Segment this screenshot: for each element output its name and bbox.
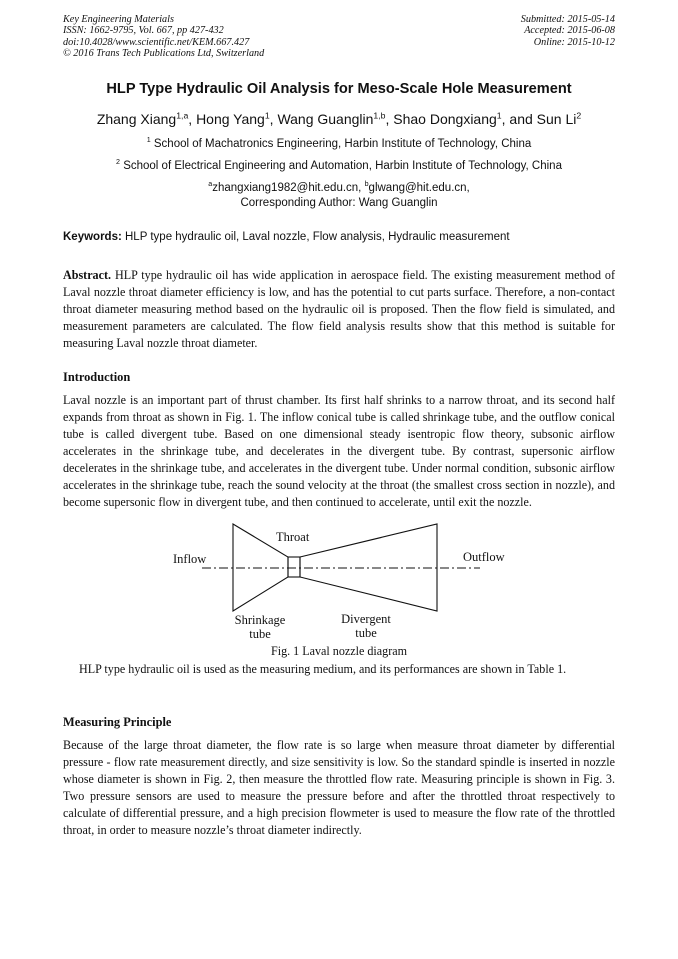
author-separator: , and <box>501 111 537 127</box>
date-online: Online: 2015-10-12 <box>533 36 615 48</box>
abstract-label: Abstract. <box>63 268 112 282</box>
affiliation-sup: 1 <box>146 136 151 145</box>
affiliation-1 <box>0 138 678 150</box>
introduction-text: Laval nozzle is an important part of thrust chamber. Its first half shrinks to a narrow throat, and its second half expands from throat as shown in Fig. 1. The inflow conical tube is called shrinkage tube, and the outflow conical tube is called divergent tube. Based on one dimensional steady isentropic flow theory, subsonic airflow accelerates in the shrinkage tube, and decelerates in the divergent tube. By contrast, supersonic airflow decelerates in the shrinkage tube, and accelerates in the divergent tube. Under normal condition, subsonic airflow accelerates in the shrinkage tube, reach the sound velocity at the throat (the smallest cross section in nozzle), and become supersonic flow in divergent tube, and then continued to accelerate, until exit the nozzle. <box>63 393 615 509</box>
email-sup-b: b <box>364 180 369 189</box>
outflow-label: Outflow <box>463 550 505 564</box>
throat-rect <box>288 557 300 577</box>
author-sup: 1,b <box>373 110 386 121</box>
affiliation-2 <box>0 160 678 172</box>
measuring-principle-text: Because of the large throat diameter, the flow rate is so large when measure throat diameter by differential pressure - flow rate measurement directly, and size sensitivity is low. So the standard spindle is inserted in nozzle whose diameter is shown in Fig. 2, then measure the throttled flow rate. Measuring principle is shown in Fig. 3. Two pressure sensors are used to measure the pressure before and after the throttled throat respectively to calculate of differential pressure, and a high precision flowmeter is used to measure the flow rate of the throttled throat, in order to measure nozzle’s throat diameter indirectly. <box>63 738 615 837</box>
shrinkage-tube-label <box>230 613 290 641</box>
journal-name: Key Engineering Materials <box>63 14 174 25</box>
divergent-tube-label <box>336 612 396 640</box>
shrinkage-label-line: Shrinkage <box>234 613 286 627</box>
author-name: Zhang Xiang <box>96 111 177 127</box>
figure-caption: Fig. 1 Laval nozzle diagram <box>270 644 407 658</box>
date-accepted: Accepted: 2015-06-08 <box>524 25 615 37</box>
abstract <box>63 267 615 352</box>
divergent-label-line: Divergent <box>341 612 391 626</box>
inflow-label: Inflow <box>173 552 207 566</box>
section-heading-measuring-principle: Measuring Principle <box>63 715 172 729</box>
journal-doi: doi:10.4028/www.scientific.net/KEM.667.427 <box>63 36 250 48</box>
email-a[interactable]: zhangxiang1982@hit.edu.cn, <box>212 182 365 194</box>
publication-dates <box>521 14 615 48</box>
author-name: Shao Dongxiang <box>393 111 497 127</box>
author-sup: 2 <box>576 110 582 121</box>
author-separator: , <box>385 111 394 127</box>
author-separator: , <box>188 111 197 127</box>
author-name: Wang Guanglin <box>277 111 374 127</box>
author-name: Hong Yang <box>196 111 265 127</box>
email-sup-a: a <box>208 180 213 189</box>
email-b[interactable]: glwang@hit.edu.cn, <box>368 182 470 194</box>
keywords <box>63 231 615 243</box>
section-heading-introduction: Introduction <box>63 370 131 384</box>
affiliation-sup: 2 <box>116 158 120 167</box>
shrinkage-label-line: tube <box>249 627 271 641</box>
author-list <box>0 111 678 127</box>
affiliation-text: School of Machatronics Engineering, Harbin Institute of Technology, China <box>153 138 532 150</box>
author-sup: 1 <box>264 110 270 121</box>
author-sup: 1,a <box>176 110 189 121</box>
laval-nozzle-diagram <box>150 515 530 647</box>
author-sup: 1 <box>496 110 502 121</box>
abstract-text: HLP type hydraulic oil has wide application in aerospace field. The existing measurement method of Laval nozzle throat diameter efficiency is low, and has the potential to cut parts surface. Therefore, a non-contact throat diameter measuring method based on the hydraulic oil is proposed. Then the flow field is simulated, and measurement parameters are calculated. The flow field analysis results show that this method is suitable for measuring Laval nozzle throat diameter. <box>63 268 615 350</box>
throat-label: Throat <box>276 530 310 544</box>
contact-emails <box>0 181 678 211</box>
author-name: Sun Li <box>536 111 577 127</box>
divergent-label-line: tube <box>355 626 377 640</box>
keywords-text: HLP type hydraulic oil, Laval nozzle, Flow analysis, Hydraulic measurement <box>121 231 510 243</box>
corresponding-author: Corresponding Author: Wang Guanglin <box>240 197 438 209</box>
affiliation-text: School of Electrical Engineering and Automation, Harbin Institute of Technology, China <box>123 160 562 172</box>
journal-issn: ISSN: 1662-9795, Vol. 667, pp 427-432 <box>63 25 224 37</box>
hlp-paragraph: HLP type hydraulic oil is used as the measuring medium, and its performances are shown in Table 1. <box>79 662 567 676</box>
keywords-label: Keywords: <box>63 231 122 243</box>
journal-info <box>63 14 264 60</box>
date-submitted: Submitted: 2015-05-14 <box>520 14 615 25</box>
journal-copyright: © 2016 Trans Tech Publications Ltd, Switzerland <box>63 48 265 60</box>
author-separator: , <box>269 111 278 127</box>
paper-title: HLP Type Hydraulic Oil Analysis for Meso-Scale Hole Measurement <box>106 81 572 97</box>
